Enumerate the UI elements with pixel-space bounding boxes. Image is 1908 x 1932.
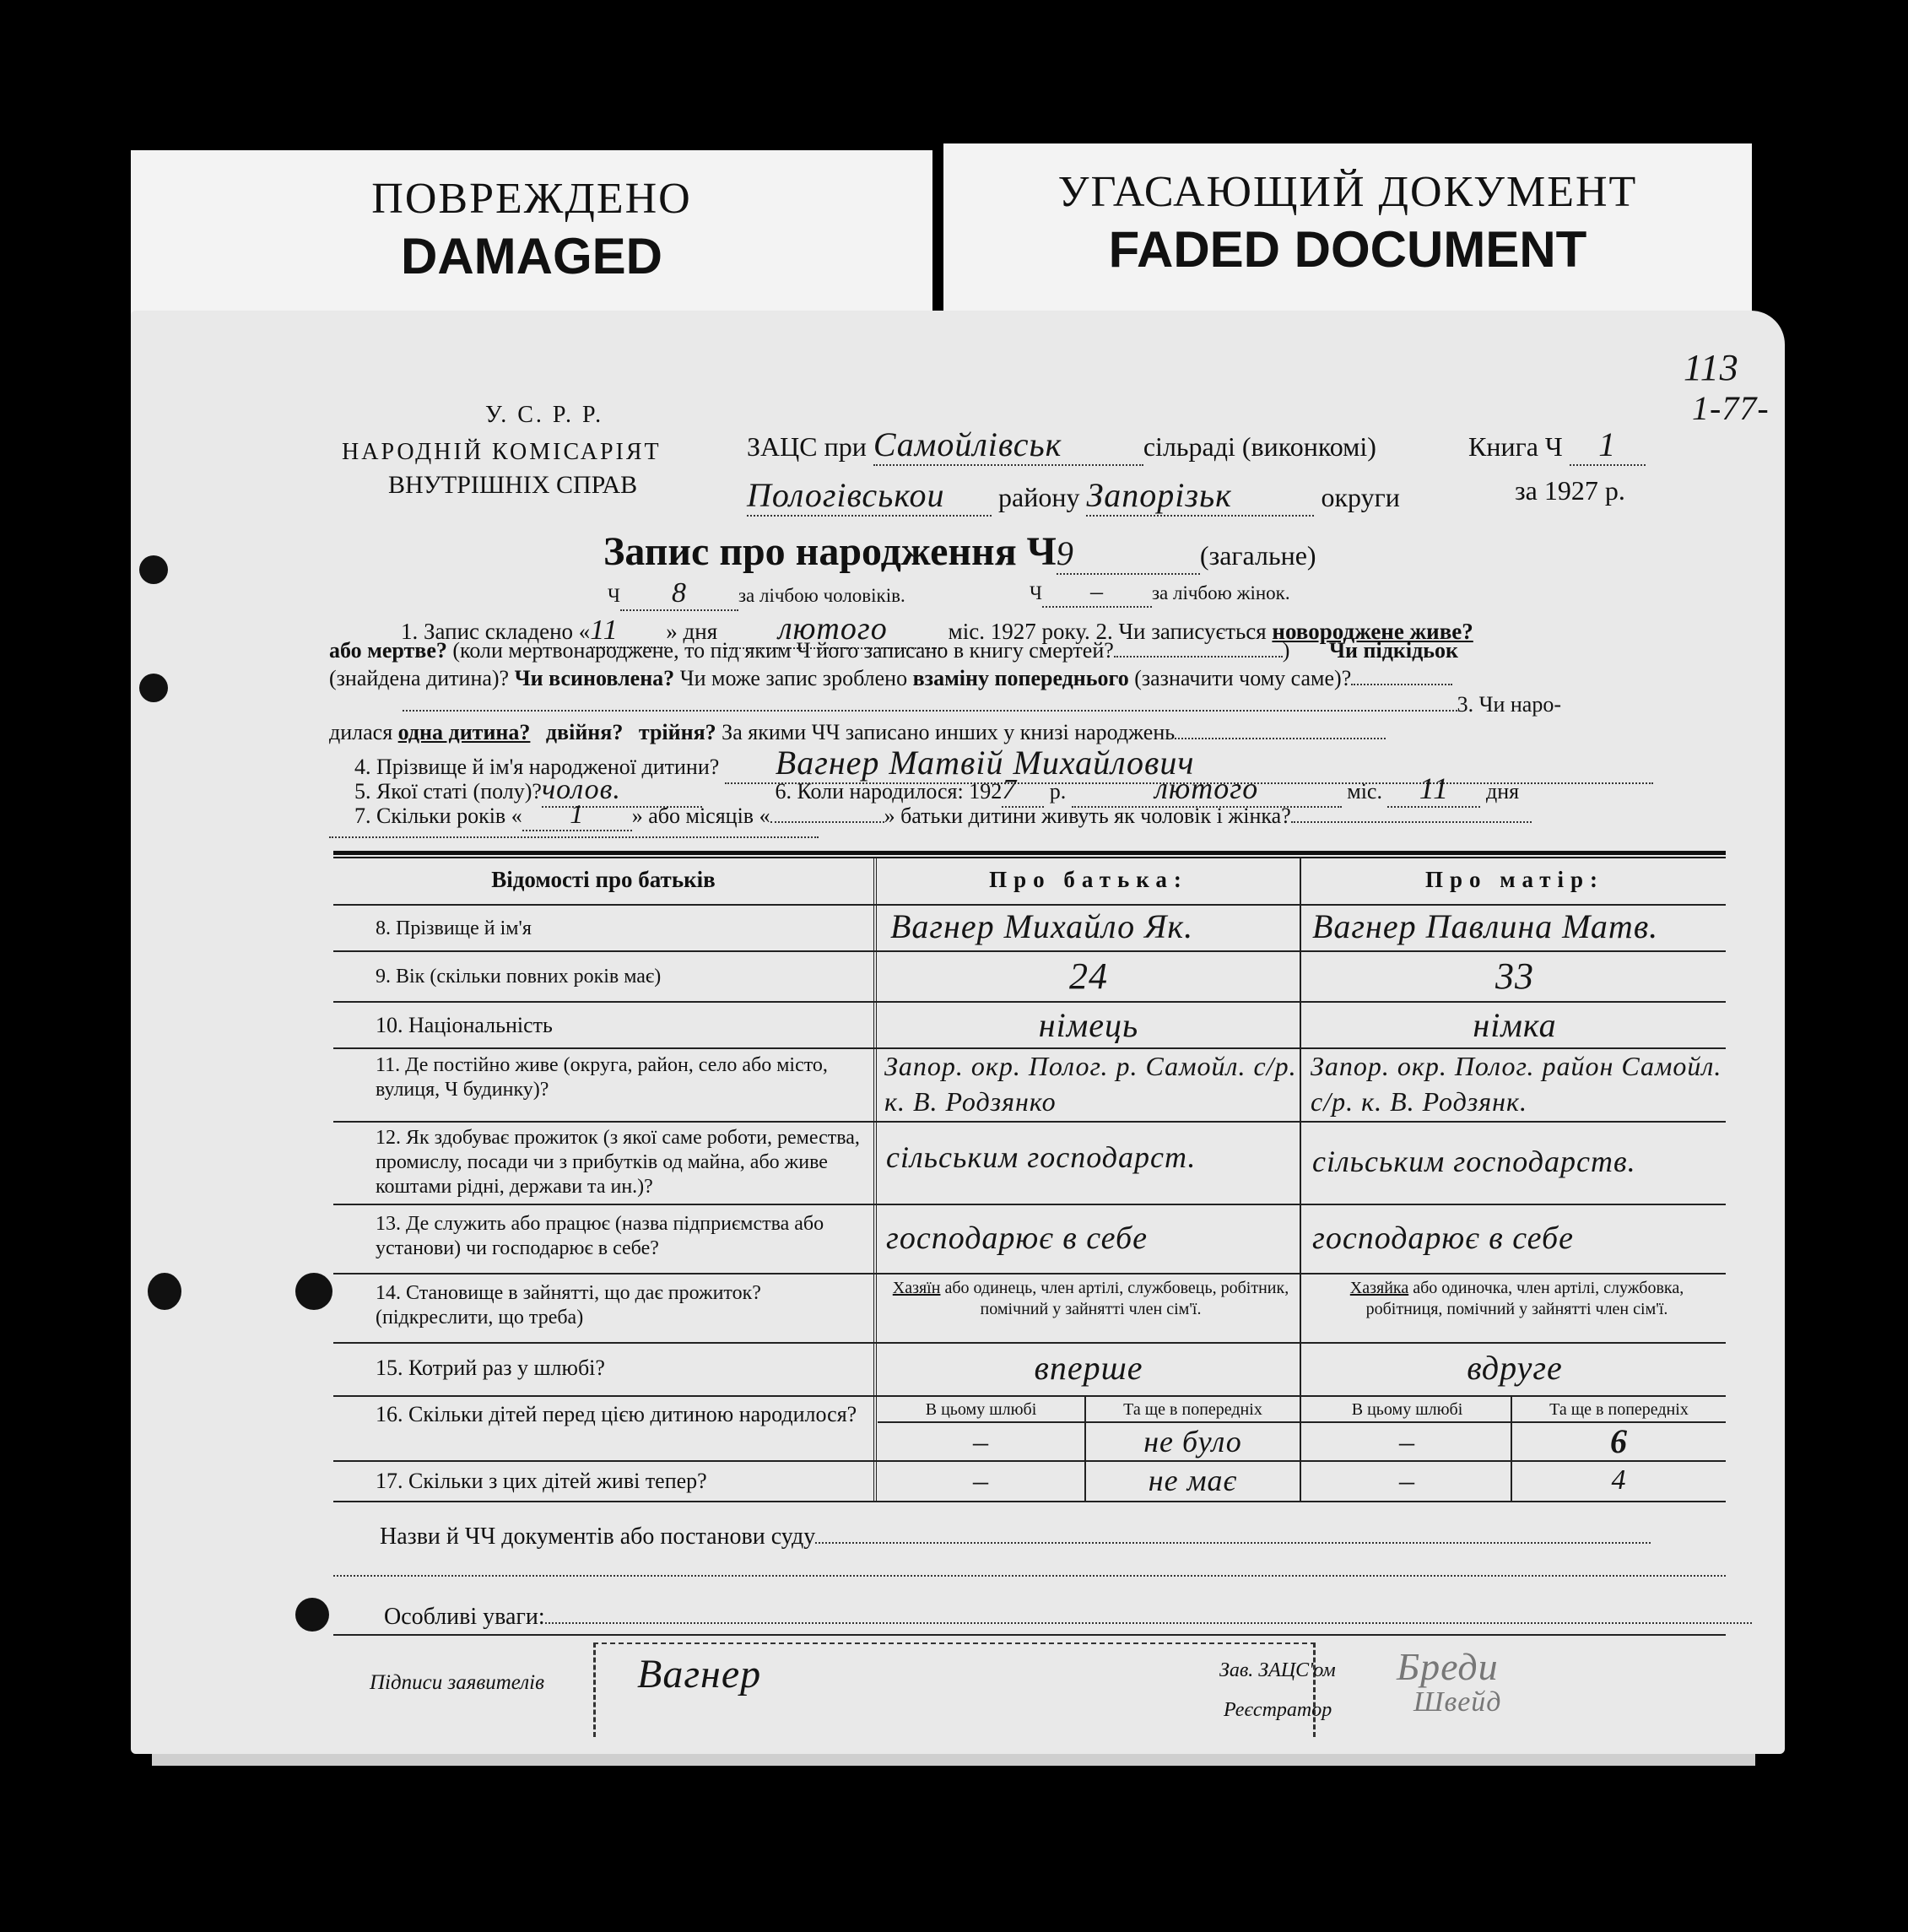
registrar-signature: Швейд [1413, 1686, 1502, 1718]
father-occupation-status: Хазяїн або одинець, член артілі, службовець, робітник, помічний у зайнятті член сім'ї. [892, 1279, 1289, 1318]
q1-month-hand: лютого [723, 610, 943, 649]
row-label: 9. Вік (скільки повних років має) [376, 966, 662, 988]
mother-marriage-count: вдруге [1467, 1349, 1563, 1387]
org-internal-affairs: ВНУТРІШНІХ СПРАВ [388, 471, 638, 499]
mother-surname: Вагнер Павлина Матв. [1312, 907, 1659, 945]
row-label: 15. Котрий раз у шлюбі? [376, 1356, 605, 1380]
mother-livelihood: сільським господарств. [1312, 1145, 1636, 1178]
corner-mark: 1-77- [1692, 389, 1770, 427]
row-label: 8. Прізвище й ім'я [376, 917, 532, 939]
applicant-signature: Вагнер [637, 1652, 762, 1697]
district-handwritten: Пологівськои [747, 475, 992, 517]
father-age: 24 [1069, 955, 1108, 997]
q7-line: 7. Скільки років « 1 » або місяців « » батьки дитини живуть як чоловік і жінка? [354, 798, 1532, 831]
punch-hole [148, 1273, 181, 1310]
q1-line: 1. Запис складено «11 » дня лютого міс. 1927 року. 2. Чи записується новороджене живе? [401, 610, 1473, 649]
zags-line [747, 425, 1376, 466]
row-label: 10. Національність [376, 1013, 553, 1037]
children-living-value: 4 [1611, 1464, 1627, 1496]
head-label: Зав. ЗАЦС'ом [1219, 1659, 1336, 1681]
col-header-info: Відомості про батьків [491, 867, 716, 892]
q5-q6-line: 5. Якої статі (полу)?чолов. 6. Коли народилося: 1927 р. лютого міс. 11 дня [354, 771, 1519, 808]
q7-continuation [329, 827, 819, 842]
children-living-value: – [973, 1464, 989, 1497]
zags-pri: ЗАЦС при [747, 431, 867, 462]
father-nationality: німець [1038, 1006, 1139, 1044]
page-number: 113 [1684, 347, 1739, 388]
mother-age: 33 [1495, 955, 1534, 997]
birth-record-sheet [131, 311, 1785, 1754]
notes-line: Особливі уваги: [384, 1604, 1752, 1631]
damaged-label-en: DAMAGED [401, 228, 662, 284]
col-header-mother: Про матір: [1424, 867, 1605, 892]
punch-hole [139, 555, 168, 584]
okruga-handwritten: Запорізьк [1086, 475, 1314, 517]
mother-workplace: господарює в себе [1312, 1220, 1574, 1256]
selrada-handwritten: Самойлівськ [873, 425, 1143, 466]
row-label: 17. Скільки з цих дітей живі тепер? [376, 1469, 707, 1493]
selrada-print: сільраді (виконкомі) [1143, 431, 1376, 462]
book-handwritten: 1 [1570, 425, 1646, 466]
children-living-value: не має [1148, 1464, 1238, 1497]
mother-residence: Запор. окр. Полог. район Самойл. с/р. к. В. Родзянк. [1311, 1051, 1722, 1117]
punch-hole [295, 1273, 332, 1310]
record-title: Запис про народження Ч9 (загальне) [603, 529, 1316, 574]
org-usrr: У. С. Р. Р. [485, 402, 604, 428]
q3-line: 3. Чи наро- [329, 692, 1561, 717]
record-number: 9 [1057, 533, 1200, 575]
father-marriage-count: вперше [1034, 1349, 1143, 1387]
head-signature: Бреди [1397, 1645, 1499, 1688]
faded-label-card [943, 143, 1752, 333]
child-name-hand: Вагнер Матвій Михайлович [725, 743, 1653, 784]
birth-day-hand: 11 [1387, 771, 1480, 808]
documents-continuation [333, 1566, 1726, 1581]
male-count: Ч 8 за лічбою чоловіків. [608, 577, 905, 611]
faded-label-ru: УГАСАЮЩИЙ ДОКУМЕНТ [1057, 168, 1638, 216]
q4-line: 4. Прізвище й ім'я народженої дитини? Вагнер Матвій Михайлович [354, 743, 1653, 784]
female-count: Ч – за лічбою жінок. [1030, 577, 1290, 608]
row-label: 11. Де постійно живе (округа, район, село або місто, вулиця, Ч будинку)? [376, 1054, 828, 1101]
q2-line: або мертве? (коли мертвонароджене, то під яким Ч його записано в книгу смертей? ) Чи підкідьок [329, 638, 1458, 663]
subheader: В цьому шлюбі [925, 1400, 1037, 1419]
subheader: В цьому шлюбі [1351, 1400, 1463, 1419]
mother-occupation-status: Хазяйка або одиночка, член артілі, службовка, робітниця, помічний у зайнятті член сім'ї. [1349, 1279, 1684, 1318]
children-born-value: – [973, 1425, 989, 1458]
children-living-value: – [1399, 1464, 1415, 1497]
district-line: Пологівськои району Запорізьк округи [747, 475, 1400, 517]
children-born-value: 6 [1610, 1422, 1628, 1460]
book-number: Книга Ч 1 [1468, 425, 1646, 466]
father-surname: Вагнер Михайло Як. [890, 907, 1194, 945]
q3-line-2: дилася одна дитина? двійня? трійня? За якими ЧЧ записано инших у книзі народжень [329, 720, 1386, 745]
documents-line: Назви й ЧЧ документів або постанови суду [380, 1523, 1651, 1550]
row-label: 14. Становище в зайнятті, що дає прожиток? (підкреслити, що треба) [376, 1282, 761, 1329]
sex-hand: чолов. [542, 774, 702, 808]
col-header-father: Про батька: [989, 867, 1188, 892]
mother-nationality: німка [1473, 1006, 1557, 1044]
punch-hole [295, 1598, 329, 1632]
damaged-label-ru: ПОВРЕЖДЕНО [371, 175, 692, 223]
q2-line-3: (знайдена дитина)? Чи всиновлена? Чи може запис зроблено взаміну попереднього (зазначити чому саме)? [329, 666, 1452, 691]
year-label: за 1927 р. [1515, 475, 1625, 506]
children-born-value: – [1399, 1425, 1415, 1458]
father-workplace: господарює в себе [886, 1220, 1148, 1256]
punch-hole [139, 674, 168, 702]
row-label: 13. Де служить або працює (назва підприємства або установи) чи господарює в себе? [376, 1213, 824, 1259]
registrar-label: Реєстратор [1224, 1699, 1332, 1721]
father-residence: Запор. окр. Полог. р. Самойл. с/р. к. В. Родзянко [884, 1051, 1297, 1117]
children-born-value: не було [1143, 1425, 1242, 1458]
signatures-label: Підписи заявителів [370, 1671, 544, 1694]
damaged-label-card [131, 150, 932, 327]
father-livelihood: сільським господарст. [886, 1140, 1197, 1174]
faded-label-en: FADED DOCUMENT [1108, 221, 1587, 278]
row-label: 12. Як здобуває прожиток (з якої саме роботи, ремества, промислу, посади чи з прибутків од майна, або живе коштами рідні, держави та ин.)? [376, 1127, 860, 1198]
row-label: 16. Скільки дітей перед цією дитиною народилося? [376, 1402, 857, 1426]
org-commissariat: НАРОДНІЙ КОМІСАРІЯТ [342, 439, 662, 465]
subheader: Та ще в попередніх [1549, 1400, 1689, 1419]
birth-month-hand: лютого [1072, 771, 1342, 808]
subheader: Та ще в попередніх [1123, 1400, 1262, 1419]
